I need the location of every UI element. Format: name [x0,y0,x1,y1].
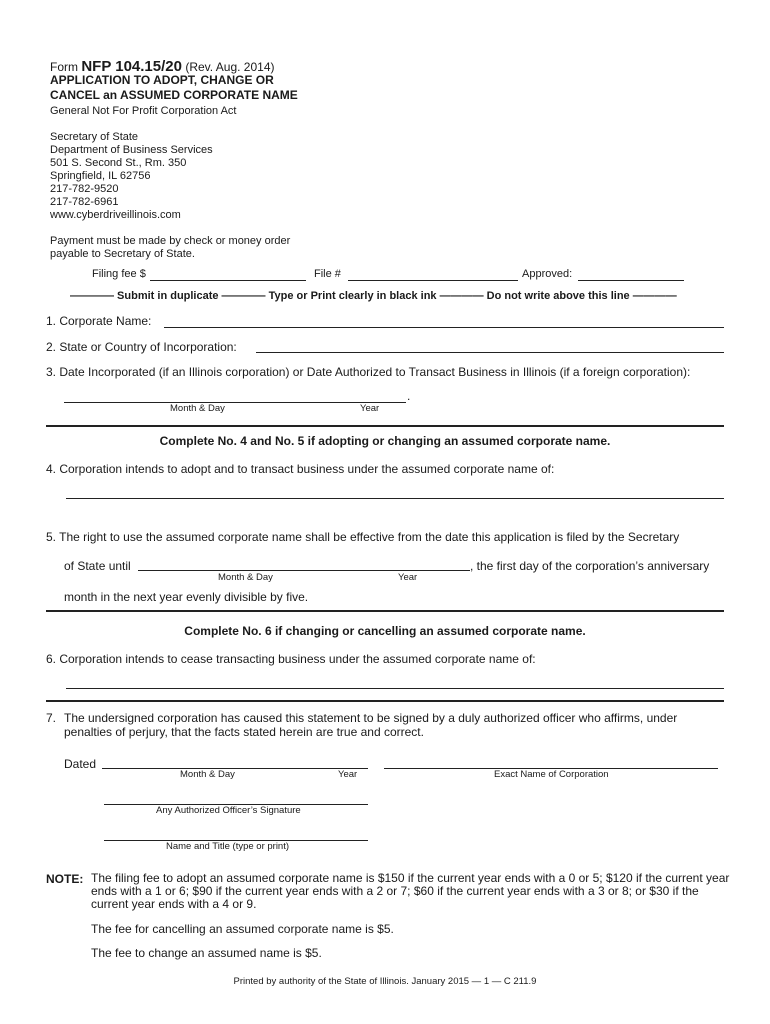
dated-month-day-caption: Month & Day [180,769,235,780]
corporate-name-field[interactable] [164,327,724,328]
filing-fee-label: Filing fee $ [92,268,146,280]
item5-of-state: of State until [64,559,131,573]
state-of-incorporation-field[interactable] [256,352,724,353]
note-label: NOTE: [46,872,84,886]
item3-label: 3. Date Incorporated (if an Illinois corporation) or Date Authorized to Transact Business in Illinois (if a foreign corporation): [46,365,691,379]
item7-number: 7. [46,711,57,725]
effective-until-field[interactable] [138,570,470,571]
item1-label: 1. Corporate Name: [46,314,152,328]
website: www.cyberdriveillinois.com [50,209,181,221]
assumed-name-adopt-field[interactable] [66,498,724,499]
phone-2: 217-782-6961 [50,196,119,208]
dated-year-caption: Year [338,769,358,780]
form-prefix: Form [50,60,78,74]
item2-label: 2. State or Country of Incorporation: [46,340,237,354]
name-title-caption: Name and Title (type or print) [166,841,290,852]
dated-label: Dated [64,757,97,771]
item5-anniversary-text: , the first day of the corporation’s anniversary [470,559,710,573]
item3-period: . [407,389,411,403]
item7-text: The undersigned corporation has caused this statement to be signed by a duly authorized officer who affirms, under penalties of perjury, that the facts stated herein are true and correct. [64,711,678,739]
note-text: The filing fee to adopt an assumed corporate name is $150 if the current year ends with a 0 or 5; $120 if the current year ends with a 1 or 6; $90 if the current year ends with a 2 or 7; $60 if the current year ends with a 3 or 8; or $30 if the current year ends with a 4 or 9. [91,871,730,911]
item5-year-caption: Year [398,572,418,583]
item3-month-day-caption: Month & Day [170,403,225,414]
item5-month-day-caption: Month & Day [218,572,273,583]
date-incorporated-field[interactable] [64,402,406,403]
section-divider-1 [46,425,724,427]
form-number: NFP 104.15/20 [81,58,182,75]
governing-act: General Not For Profit Corporation Act [50,105,237,117]
section-divider-3 [46,700,724,702]
exact-name-caption: Exact Name of Corporation [494,769,609,780]
change-fee-text: The fee to change an assumed name is $5. [91,946,322,960]
officer-signature-caption: Any Authorized Officer’s Signature [156,805,301,816]
item3-year-caption: Year [360,403,380,414]
address-line1: Secretary of State [50,131,139,143]
address-line4: Springfield, IL 62756 [50,170,151,182]
section-divider-2 [46,610,724,612]
section-b-heading: Complete No. 6 if changing or cancelling an assumed corporate name. [184,624,586,638]
section-a-heading: Complete No. 4 and No. 5 if adopting or changing an assumed corporate name. [159,434,611,448]
item5-last-line: month in the next year evenly divisible by five. [64,590,309,604]
address-line2: Department of Business Services [50,144,213,156]
approved-label: Approved: [522,268,573,280]
payment-line1: Payment must be made by check or money order [50,235,291,247]
form-revision: (Rev. Aug. 2014) [185,60,275,74]
form-title-line1: APPLICATION TO ADOPT, CHANGE OR [50,73,274,87]
item5-line1: 5. The right to use the assumed corporate name shall be effective from the date this application is filed by the Secretary [46,530,680,544]
footer-text: Printed by authority of the State of Illinois. January 2015 — 1 — C 211.9 [233,976,537,987]
item6-label: 6. Corporation intends to cease transacting business under the assumed corporate name of: [46,652,536,666]
form-title-line2: CANCEL an ASSUMED CORPORATE NAME [50,88,298,102]
payment-line2: payable to Secretary of State. [50,248,195,260]
dated-field[interactable] [102,768,368,769]
file-number-label: File # [314,268,341,280]
filing-fee-field[interactable] [150,280,306,281]
cancel-fee-text: The fee for cancelling an assumed corporate name is $5. [91,922,394,936]
address-line3: 501 S. Second St., Rm. 350 [50,157,187,169]
file-number-field[interactable] [348,280,518,281]
approved-field[interactable] [578,280,684,281]
item4-label: 4. Corporation intends to adopt and to transact business under the assumed corporate name of: [46,462,555,476]
phone-1: 217-782-9520 [50,183,119,195]
assumed-name-cease-field[interactable] [66,688,724,689]
office-use-instructions: ———— Submit in duplicate ———— Type or Print clearly in black ink ———— Do not write above this line ———— [70,290,677,302]
